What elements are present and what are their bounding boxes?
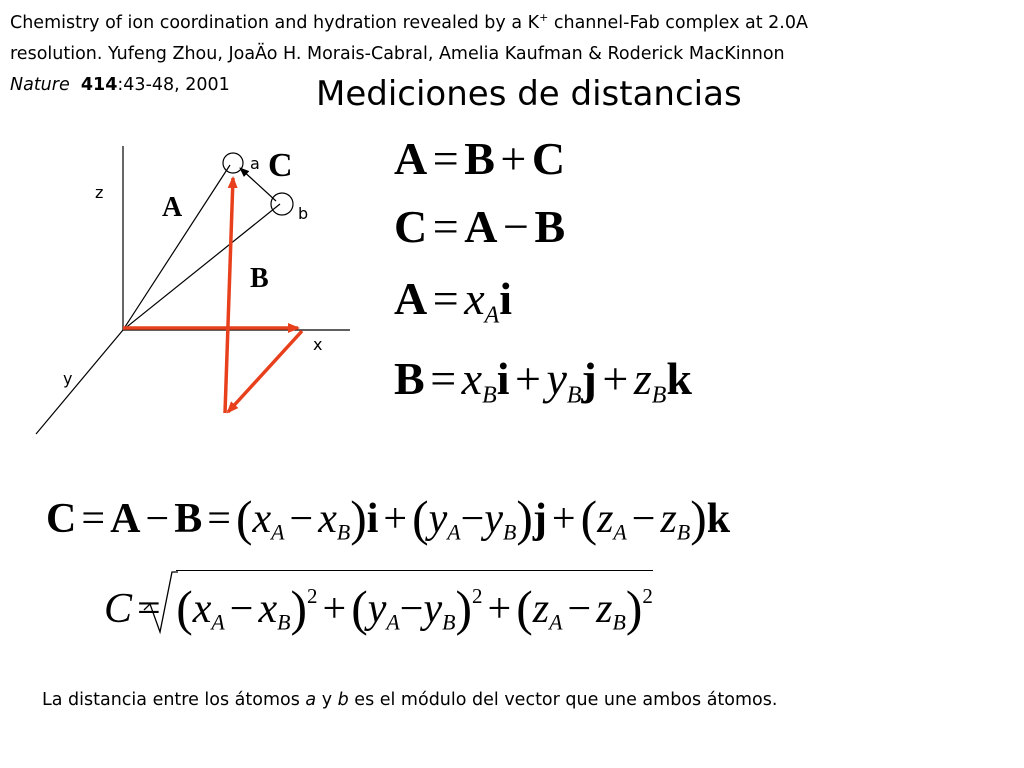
eq4-lhs: B	[394, 353, 425, 404]
eq2-term2: B	[534, 201, 566, 252]
red-z-component	[225, 178, 233, 413]
caption	[42, 690, 777, 710]
mag-eq-ya: y	[367, 586, 387, 633]
equation-c-equals-a-minus-b	[394, 201, 566, 252]
citation-line-1	[10, 8, 808, 39]
atom-b-label: b	[298, 204, 309, 223]
big-eq-za: z	[597, 496, 614, 543]
eq2-lhs: C	[394, 201, 428, 252]
citation-pages: :43-48, 2001	[117, 75, 230, 95]
atom-b-circle	[271, 193, 293, 215]
eq4-plus-1: +	[515, 353, 541, 404]
eq4-y-sub: B	[566, 382, 582, 409]
mag-eq-lparen-3: (	[516, 581, 533, 636]
mag-eq-exp-3: 2	[642, 584, 653, 609]
big-eq-xa-sub: A	[271, 520, 285, 545]
big-eq-xb: x	[318, 496, 337, 543]
vector-a-label: A	[162, 192, 183, 223]
equation-c-component-form	[46, 491, 731, 546]
mag-eq-rparen-1: )	[290, 581, 308, 636]
mag-eq-minus-3: −	[567, 586, 592, 633]
vector-diagram	[0, 130, 360, 440]
big-eq-minus-2: −	[289, 496, 314, 543]
mag-eq-lhs: C	[104, 586, 133, 633]
y-axis	[36, 330, 123, 434]
red-y-component	[228, 331, 302, 412]
eq4-plus-2: +	[602, 353, 629, 404]
big-eq-lparen-2: (	[412, 491, 429, 546]
mag-eq-minus-1: −	[229, 586, 254, 633]
mag-eq-xa-sub: A	[211, 610, 225, 635]
big-eq-equals-1: =	[81, 496, 106, 543]
big-eq-zb: z	[660, 496, 677, 543]
sqrt-radical-icon	[142, 570, 178, 634]
big-eq-ya: y	[428, 496, 448, 543]
citation-journal: Nature	[10, 75, 70, 95]
mag-eq-za: z	[532, 586, 550, 633]
caption-atom-a: a	[305, 690, 317, 710]
caption-atom-b: b	[337, 690, 349, 710]
citation-line-1-suffix: channel-Fab complex at 2.0A	[548, 13, 808, 33]
mag-eq-lparen-2: (	[351, 581, 368, 636]
mag-eq-minus-2: −	[399, 586, 424, 633]
mag-eq-equals: =	[137, 586, 161, 633]
eq2-equals: =	[432, 201, 459, 252]
caption-part-2: y	[316, 690, 338, 710]
caption-part-1: La distancia entre los átomos	[42, 690, 306, 710]
equation-b-components	[394, 353, 692, 409]
mag-eq-plus-2: +	[487, 586, 512, 633]
big-eq-i: i	[366, 496, 379, 543]
equation-a-equals-b-plus-c	[394, 133, 566, 184]
vector-b-label: B	[250, 263, 269, 294]
eq4-z: z	[633, 353, 652, 404]
mag-eq-xa: x	[192, 586, 212, 633]
big-eq-rparen-3: )	[690, 491, 707, 546]
big-eq-zb-sub: B	[676, 520, 691, 545]
mag-eq-zb-sub: B	[612, 610, 626, 635]
big-eq-b: B	[174, 496, 203, 543]
big-eq-xb-sub: B	[336, 520, 351, 545]
sqrt-vinculum	[176, 570, 653, 571]
eq4-equals: =	[430, 353, 457, 404]
mag-eq-rparen-2: )	[455, 581, 472, 636]
square-root	[176, 581, 653, 636]
eq1-plus: +	[500, 133, 527, 184]
citation-volume: 414	[80, 75, 118, 95]
big-eq-plus-2: +	[551, 496, 576, 543]
eq3-i: i	[499, 273, 513, 324]
big-eq-lhs: C	[46, 496, 77, 543]
mag-eq-yb: y	[423, 586, 443, 633]
mag-eq-exp-1: 2	[307, 584, 318, 609]
axis-x-label: x	[313, 335, 323, 354]
mag-eq-zb: z	[596, 586, 613, 633]
big-eq-equals-2: =	[207, 496, 231, 543]
eq4-i: i	[496, 353, 510, 404]
slide-title: Mediciones de distancias	[316, 74, 742, 114]
eq4-z-sub: B	[651, 382, 667, 409]
eq2-minus: −	[502, 201, 529, 252]
eq4-x: x	[461, 353, 483, 404]
big-eq-minus-3: −	[460, 496, 485, 543]
mag-eq-ya-sub: A	[386, 610, 400, 635]
eq4-y: y	[546, 353, 567, 404]
mag-eq-rparen-3: )	[625, 581, 643, 636]
big-eq-yb-sub: B	[502, 520, 517, 545]
eq4-k: k	[666, 353, 692, 404]
eq1-equals: =	[432, 133, 459, 184]
big-eq-xa: x	[252, 496, 272, 543]
atom-a-label: a	[250, 154, 260, 173]
eq1-term2: C	[531, 133, 566, 184]
citation-line-1-text: Chemistry of ion coordination and hydration revealed by a K	[10, 13, 540, 33]
big-eq-k: k	[706, 496, 731, 543]
axis-z-label: z	[95, 183, 104, 202]
eq3-x-sub: A	[484, 302, 500, 329]
big-eq-rparen-2: )	[516, 491, 533, 546]
eq3-equals: =	[432, 273, 459, 324]
vector-c-label: C	[268, 147, 293, 184]
citation-line-2: resolution. Yufeng Zhou, JoaÄo H. Morais-Cabral, Amelia Kaufman & Roderick MacKinnon	[10, 44, 785, 64]
big-eq-minus-1: −	[145, 496, 170, 543]
big-eq-j: j	[532, 496, 547, 543]
vector-a-line	[123, 165, 230, 330]
mag-eq-xb-sub: B	[277, 610, 291, 635]
equation-c-magnitude	[104, 581, 653, 636]
big-eq-a: A	[110, 496, 141, 543]
mag-eq-yb-sub: B	[442, 610, 456, 635]
potassium-superscript: +	[539, 11, 549, 25]
eq4-j: j	[581, 353, 597, 404]
mag-eq-plus-1: +	[322, 586, 347, 633]
mag-eq-xb: x	[258, 586, 278, 633]
mag-eq-za-sub: A	[549, 610, 563, 635]
big-eq-lparen-1: (	[235, 491, 253, 546]
eq1-term1: B	[464, 133, 495, 184]
mag-eq-lparen-1: (	[176, 581, 193, 636]
big-eq-yb: y	[484, 496, 503, 543]
eq3-lhs: A	[394, 273, 428, 324]
caption-part-3: es el módulo del vector que une ambos átomos.	[348, 690, 778, 710]
big-eq-minus-4: −	[631, 496, 656, 543]
big-eq-plus-1: +	[383, 496, 408, 543]
eq3-x: x	[464, 273, 485, 324]
equation-a-components	[394, 273, 513, 329]
big-eq-za-sub: A	[613, 520, 627, 545]
mag-eq-exp-2: 2	[471, 584, 483, 609]
axis-y-label: y	[63, 369, 73, 388]
eq2-term1: A	[464, 201, 498, 252]
big-eq-rparen-1: )	[350, 491, 367, 546]
eq1-lhs: A	[394, 133, 428, 184]
big-eq-lparen-3: (	[580, 491, 598, 546]
atom-a-circle	[223, 153, 243, 173]
eq4-x-sub: B	[482, 382, 497, 409]
big-eq-ya-sub: A	[447, 520, 461, 545]
